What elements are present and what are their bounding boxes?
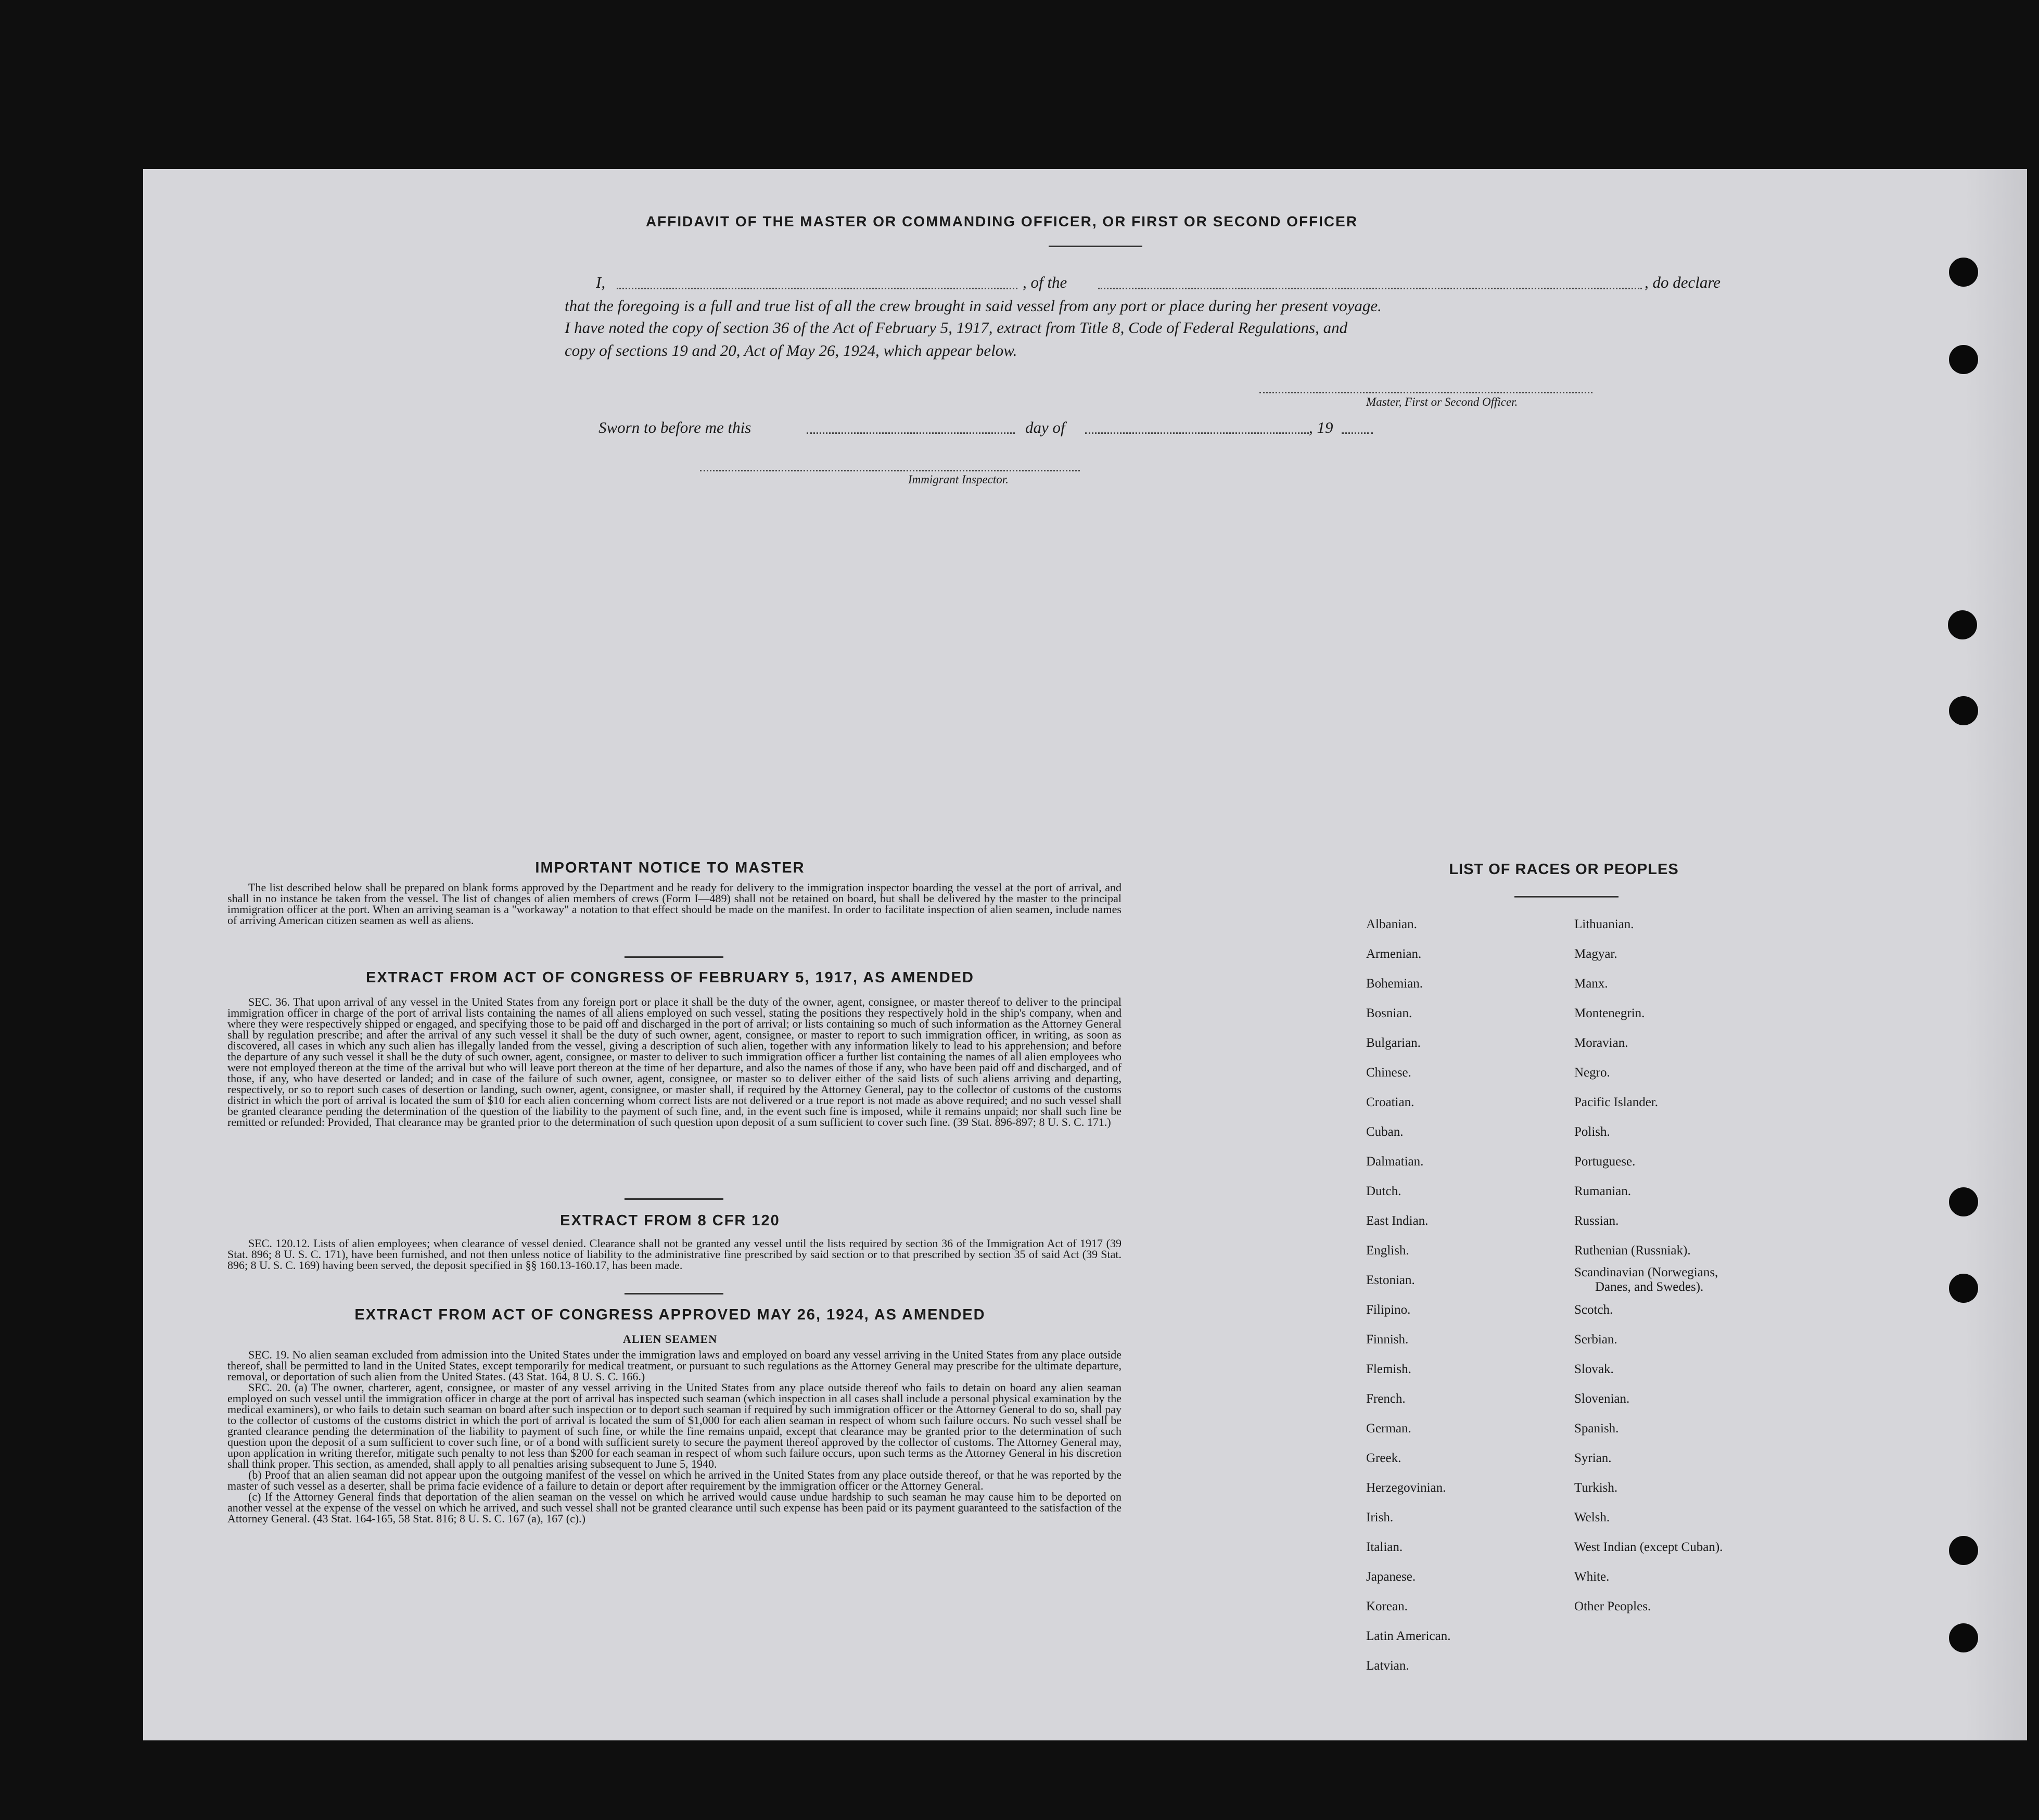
race-item: Herzegovinian. <box>1366 1481 1446 1495</box>
race-item: Estonian. <box>1366 1273 1415 1287</box>
race-item: Turkish. <box>1574 1481 1618 1495</box>
race-item: Magyar. <box>1574 947 1617 961</box>
race-item: Cuban. <box>1366 1125 1404 1139</box>
sworn-mid: day of <box>1025 418 1065 437</box>
race-item: Ruthenian (Russniak). <box>1574 1244 1691 1258</box>
race-item: Latvian. <box>1366 1659 1409 1673</box>
race-item: East Indian. <box>1366 1214 1429 1228</box>
extract3-title: EXTRACT FROM ACT OF CONGRESS APPROVED MAY 26, 1924, AS AMENDED <box>354 1306 986 1323</box>
race-item: English. <box>1366 1244 1409 1258</box>
punch-hole-5 <box>1949 1187 1978 1216</box>
race-item: Greek. <box>1366 1451 1401 1465</box>
sec20a-text: SEC. 20. (a) The owner, charterer, agent, consignee, or master of any vessel arriving in the United States from any place outside thereof who fails to detain on board any alien seaman employed on such vessel until the immigration officer in charge at the port of arrival has inspected such seaman (which inspection in all cases shall include a personal physical examination by the medical examiners), or who fails to detain such seaman on board after such inspection or to deport such seaman if required by such immigration officer or the Attorney General to do so, shall pay to the collector of customs of the customs district in which the port of arrival is located the sum of $1,000 for each alien seaman in respect of whom such failure occurs. No such vessel shall be granted clearance pending the determination of the liability to payment of such fine, or while the fine remains unpaid, except that clearance may be granted prior to the determination of such question upon the deposit of a sum sufficient to cover such fine, or of a bond with sufficient surety to secure the payment thereof approved by the collector of customs. The Attorney General may, upon application in writing therefor, mitigate such penalty to not less than $200 for each seaman in respect of whom such failure occurs, upon such terms as the Attorney General in his discretion shall think proper. This section, as amended, shall apply to all penalties arising subsequent to June 5, 1940. <box>227 1381 1122 1470</box>
race-item: Albanian. <box>1366 917 1417 931</box>
races-column-2a <box>1574 909 1723 1265</box>
sworn-start: Sworn to before me this <box>598 418 751 437</box>
extract1-body <box>227 996 1122 1127</box>
race-item: Slovenian. <box>1574 1392 1630 1406</box>
races-column-1 <box>1366 909 1450 1681</box>
race-item: Pacific Islander. <box>1574 1095 1659 1109</box>
sec20c-text: (c) If the Attorney General finds that deportation of the alien seaman on the vessel on which he arrived would cause undue hardship to such seaman he may cause him to be deported on another vessel at the expense of the vessel on which he arrived, and such vessel shall not be granted clearance until such expense has been paid or its payment guaranteed to the satisfaction of the Attorney General. (43 Stat. 164-165, 58 Stat. 816; 8 U. S. C. 167 (a), 167 (c).) <box>227 1490 1122 1525</box>
race-item: Bulgarian. <box>1366 1036 1421 1050</box>
race-item: Slovak. <box>1574 1362 1614 1376</box>
race-item: Other Peoples. <box>1574 1599 1651 1613</box>
race-item: French. <box>1366 1392 1406 1406</box>
races-column-2 <box>1574 909 1723 1621</box>
race-item: Spanish. <box>1574 1421 1619 1436</box>
race-item: Dalmatian. <box>1366 1155 1424 1169</box>
extract1-title: EXTRACT FROM ACT OF CONGRESS OF FEBRUARY 5, 1917, AS AMENDED <box>366 969 974 986</box>
race-item: Latin American. <box>1366 1629 1451 1643</box>
extract2-body <box>227 1238 1122 1271</box>
punch-hole-2 <box>1949 345 1978 374</box>
affidavit-line3: I have noted the copy of section 36 of the Act of February 5, 1917, extract from Title 8, Code of Federal Regulations, and <box>565 318 1348 337</box>
races-rule <box>1514 896 1619 898</box>
race-item: Chinese. <box>1366 1066 1411 1080</box>
races-title: LIST OF RACES OR PEOPLES <box>1449 861 1679 878</box>
race-item: Russian. <box>1574 1214 1619 1228</box>
race-item: Flemish. <box>1366 1362 1411 1376</box>
master-signature-blank <box>1259 392 1592 393</box>
race-item: Scotch. <box>1574 1303 1613 1317</box>
inspector-signature-blank <box>700 470 1080 471</box>
punch-hole-7 <box>1949 1536 1978 1565</box>
sworn-year-blank <box>1342 432 1373 434</box>
extract1-text: SEC. 36. That upon arrival of any vessel in the United States from any foreign port or place it shall be the duty of the owner, agent, consignee, or master thereof to deliver to the principal immigration officer in charge of the port of arrival lists containing the names of all aliens employed on such vessel, stating the positions they respectively hold in the ship's company, when and where they were respectively shipped or engaged, and specifying those to be paid off and discharged in the port of arrival; or lists containing so much of such information as the Attorney General shall by regulation prescribe; and after the arrival of any such vessel it shall be the duty of such owner, agent, consignee, or master to report to such immigration officer, in writing, as soon as discovered, all cases in which any such alien has illegally landed from the vessel, giving a description of such alien, together with any information likely to lead to his apprehension; and before the departure of any such vessel it shall be the duty of such owner, agent, consignee, or master to deliver to such immigration officer a further list containing the names of all alien employees who were not employed thereon at the time of the arrival but who will leave port thereon at the time of her departure, and also the names of those if any, who have been paid off and discharged, and of those, if any, who have deserted or landed; and in case of the failure of such owner, agent, consignee, or master so to deliver either of the said lists of such aliens arriving and departing, respectively, or so to report such cases of desertion or landing, such owner, agent, consignee, or master shall, if required by the Attorney General, pay to the collector of customs of the customs district in which the port of arrival is located the sum of $10 for each alien concerning whom correct lists are not delivered or a true report is not made as above required; and no such vessel shall be granted clearance pending the determination of the question of the liability to the payment of such fine, and, in the event such fine is imposed, while it remains unpaid; nor shall such fine be remitted or refunded: Provided, That clearance may be granted prior to the determination of such question upon deposit of a sum sufficient to cover such fine. (39 Stat. 896-897; 8 U. S. C. 171.) <box>227 995 1122 1129</box>
race-item: Polish. <box>1574 1125 1610 1139</box>
sec19-text: SEC. 19. No alien seaman excluded from admission into the United States under the immigration laws and employed on board any vessel arriving in the United States from any place outside thereof, shall be permitted to land in the United States, except temporarily for medical treatment, or pursuant to such regulations as the Attorney General may prescribe for the ultimate departure, removal, or deportation of such alien from the United States. (43 Stat. 164, 8 U. S. C. 166.) <box>227 1348 1122 1383</box>
race-item: Finnish. <box>1366 1332 1409 1347</box>
extract2-text: SEC. 120.12. Lists of alien employees; when clearance of vessel denied. Clearance shall not be granted any vessel until the lists required by section 36 of the Immigration Act of 1917 (39 Stat. 896; 8 U. S. C. 171), have been furnished, and not then unless notice of liability to the administrative fine prescribed by said section or to that prescribed by section 35 of said Act (39 Stat. 896; 8 U. S. C. 169) having been served, the deposit specified in §§ 160.13-160.17, has been made. <box>227 1237 1122 1272</box>
punch-hole-1 <box>1949 258 1978 287</box>
affidavit-line4: copy of sections 19 and 20, Act of May 26, 1924, which appear below. <box>565 341 1017 360</box>
race-item: Serbian. <box>1574 1332 1617 1347</box>
races-column-2b <box>1574 1295 1723 1621</box>
race-scandinavian-line2: Danes, and Swedes). <box>1595 1280 1704 1294</box>
race-item: Korean. <box>1366 1599 1408 1613</box>
name-blank <box>617 288 1017 289</box>
race-item: Croatian. <box>1366 1095 1414 1109</box>
notice-text: The list described below shall be prepared on blank forms approved by the Department and be ready for delivery to the immigration inspector boarding the vessel at the port of arrival, and shall in no instance be taken from the vessel. The list of changes of alien members of crews (Form I—489) shall not be retained on board, but shall be delivered by the master to the principal immigration officer at the port. When an arriving seaman is a "workaway" a notation to that effect should be made on the manifest. In order to facilitate inspection of alien seamen, include names of arriving American citizen seamen as well as aliens. <box>227 881 1122 927</box>
race-item: Irish. <box>1366 1510 1394 1524</box>
race-item: Syrian. <box>1574 1451 1612 1465</box>
punch-hole-3 <box>1948 610 1977 639</box>
affidavit-line1-start: I, <box>596 273 606 291</box>
punch-hole-8 <box>1949 1623 1978 1652</box>
notice-title: IMPORTANT NOTICE TO MASTER <box>535 860 805 876</box>
race-item: Negro. <box>1574 1066 1610 1080</box>
race-item: Bosnian. <box>1366 1006 1412 1020</box>
affidavit-line1-mid: , of the <box>1023 273 1067 291</box>
extract2-rule <box>625 1293 723 1294</box>
document-page <box>143 169 2027 1740</box>
bleed-through-shadow <box>1965 169 2027 1740</box>
affidavit-title: AFFIDAVIT OF THE MASTER OR COMMANDING OFFICER, OR FIRST OR SECOND OFFICER <box>645 213 1358 229</box>
race-item: Montenegrin. <box>1574 1006 1645 1020</box>
title-rule <box>1049 246 1142 247</box>
race-item: Dutch. <box>1366 1184 1401 1198</box>
extract3-body <box>227 1349 1122 1524</box>
race-item: Welsh. <box>1574 1510 1610 1524</box>
extract3-subtitle: ALIEN SEAMEN <box>622 1332 718 1345</box>
race-item: White. <box>1574 1570 1610 1584</box>
race-item: German. <box>1366 1421 1411 1436</box>
notice-body <box>227 882 1122 926</box>
race-scandinavian <box>1574 1265 1723 1295</box>
race-item: Portuguese. <box>1574 1155 1636 1169</box>
sec20b-text: (b) Proof that an alien seaman did not appear upon the outgoing manifest of the vessel on which he arrived in the United States from any place outside thereof, or that he was reported by the master of such vessel as a deserter, shall be prima facie evidence of a failure to detain or deport after requirement by the immigration officer or the Attorney General. <box>227 1468 1122 1492</box>
race-item: West Indian (except Cuban). <box>1574 1540 1723 1554</box>
race-item: Armenian. <box>1366 947 1422 961</box>
race-item: Lithuanian. <box>1574 917 1634 931</box>
race-item: Bohemian. <box>1366 977 1423 991</box>
punch-hole-4 <box>1949 696 1978 725</box>
vessel-blank <box>1098 288 1642 289</box>
inspector-caption: Immigrant Inspector. <box>908 473 1009 486</box>
punch-hole-6 <box>1949 1274 1978 1303</box>
affidavit-line2: that the foregoing is a full and true list of all the crew brought in said vessel from any port or place during her present voyage. <box>565 297 1382 315</box>
race-item: Manx. <box>1574 977 1608 991</box>
race-item: Filipino. <box>1366 1303 1411 1317</box>
sworn-day-blank <box>807 432 1015 434</box>
race-item: Rumanian. <box>1574 1184 1632 1198</box>
extract2-title: EXTRACT FROM 8 CFR 120 <box>560 1212 780 1229</box>
extract1-rule <box>625 1198 723 1200</box>
sworn-end: , 19 <box>1309 418 1333 437</box>
race-item: Japanese. <box>1366 1570 1416 1584</box>
race-item: Italian. <box>1366 1540 1403 1554</box>
race-scandinavian-line1: Scandinavian (Norwegians, <box>1574 1265 1718 1279</box>
notice-rule <box>625 956 723 958</box>
master-caption: Master, First or Second Officer. <box>1366 395 1518 408</box>
sworn-month-blank <box>1085 432 1309 434</box>
affidavit-line1-end: , do declare <box>1645 273 1721 291</box>
race-item: Moravian. <box>1574 1036 1628 1050</box>
